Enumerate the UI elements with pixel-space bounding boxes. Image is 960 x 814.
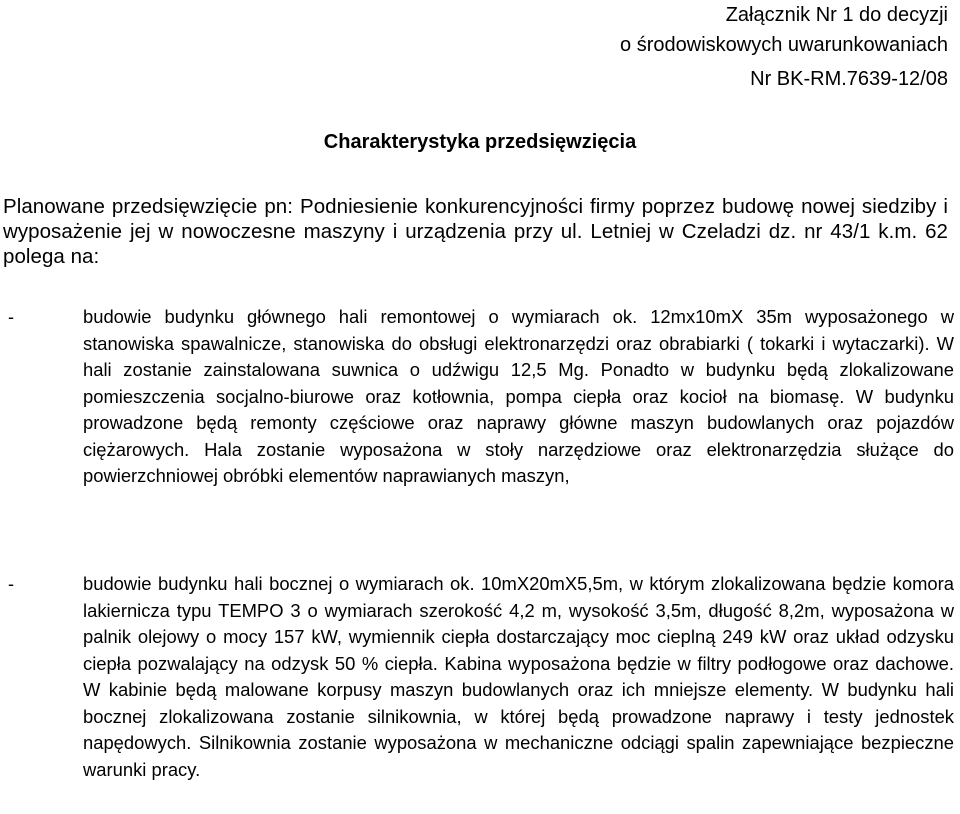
list-dash: - [8, 307, 14, 327]
decision-reference-number: Nr BK-RM.7639-12/08 [750, 68, 948, 90]
attachment-header [620, 0, 948, 94]
header-line-1: Załącznik Nr 1 do decyzji [725, 4, 948, 26]
header-line-2: o środowiskowych uwarunkowaniach [620, 34, 948, 56]
section-title: Charakterystyka przedsięwzięcia [323, 131, 637, 153]
list-item-text: budowie budynku głównego hali remontowej o wymiarach ok. 12mx10mX 35m wyposażonego w stanowiska spawalnicze, stanowiska do obsługi elektronarzędzi oraz obrabiarki ( tokarki i wytaczarki). W hali zostanie zainstalowana suwnica o udźwigu 12,5 Mg. Ponadto w budynku będą zlokalizowane pomieszczenia socjalno-biurowe oraz kotłownia, pompa ciepła oraz kocioł na biomasę. W budynku prowadzone będą remonty częściowe oraz naprawy główne maszyn budowlanych oraz pojazdów ciężarowych. Hala zostanie wyposażona w stoły narzędziowe oraz elektronarzędzia służące do powierzchniowej obróbki elementów naprawianych maszyn, [83, 306, 954, 486]
list-dash: - [8, 574, 14, 594]
list-item-text: budowie budynku hali bocznej o wymiarach ok. 10mX20mX5,5m, w którym zlokalizowana będzie komora lakiernicza typu TEMPO 3 o wymiarach szerokość 4,2 m, wysokość 3,5m, długość 8,2m, wyposażona w palnik olejowy o mocy 157 kW, wymiennik ciepła dostarczający moc cieplną 249 kW oraz układ odzysku ciepła pozwalający na odzysk 50 % ciepła. Kabina wyposażona będzie w filtry podłogowe oraz dachowe. W kabinie będą malowane korpusy maszyn budowlanych oraz ich mniejsze elementy. W budynku hali bocznej zlokalizowana zostanie silnikownia, w której będą prowadzone naprawy i testy jednostek napędowych. Silnikownia zostanie wyposażona w mechaniczne odciągi spalin zapewniające bezpieczne warunki pracy. [83, 573, 954, 780]
intro-paragraph: Planowane przedsięwzięcie pn: Podniesienie konkurencyjności firmy poprzez budowę nowej siedziby i wyposażenie jej w nowoczesne maszyny i urządzenia przy ul. Letniej w Czeladzi dz. nr 43/1 k.m. 62 polega na: [3, 195, 948, 268]
